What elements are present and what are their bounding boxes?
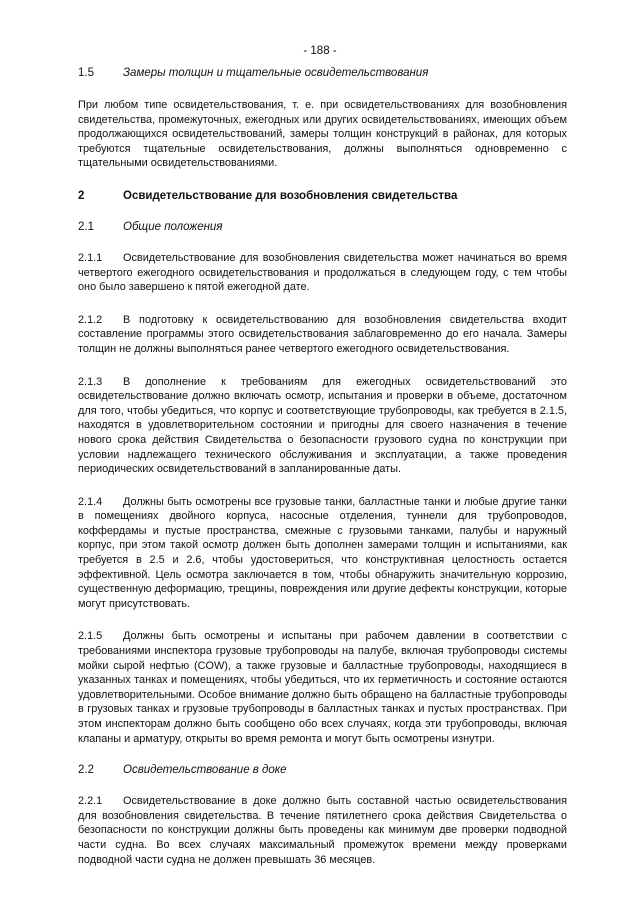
section-heading-2-2	[78, 763, 567, 777]
paragraph-2-1-4	[78, 495, 567, 612]
paragraph-number: 2.1.2	[78, 313, 103, 326]
paragraph-2-1-3	[78, 375, 567, 477]
paragraph-text: Освидетельствование для возобновления свидетельства может начинаться во время четвертого ежегодного освидетельствования и продолжаться в следующем году, с тем чтобы оно было завершено к пятой ежегодной дате.	[78, 251, 567, 294]
heading-title: Замеры толщин и тщательные освидетельствования	[123, 67, 429, 79]
paragraph-2-2-1	[78, 794, 567, 867]
section-heading-2-1	[78, 220, 567, 234]
paragraph-number: 2.1.3	[78, 375, 103, 388]
paragraph-1-5: При любом типе освидетельствования, т. е. при освидетельствованиях для возобновления свидетельства, промежуточных, ежегодных или других освидетельствованиях, имеющих объем продолжающихся освидетельствований, замеры толщин конструкций в районах, для которых требуются тщательные освидетельствования, должны выполняться одновременно с тщательными освидетельствованиями.	[78, 99, 567, 170]
section-heading-1-5	[78, 66, 567, 80]
paragraph-text: В дополнение к требованиям для ежегодных освидетельствований это освидетельствование должно включать осмотр, испытания и проверки в объеме, достаточном для того, чтобы убедиться, что корпус и соответствующие трубопроводы, как требуется в 2.1.5, находятся в удовлетворительном состоянии и пригодны для своего назначения в течение нового срока действия Свидетельства о безопасности грузового судна по конструкции при условии надлежащего технического обслуживания и эксплуатации, а также проведения периодических освидетельствований в запланированные даты.	[78, 375, 567, 476]
paragraph-2-1-2	[78, 313, 567, 357]
paragraph-2-1-5	[78, 629, 567, 746]
paragraph-text: Освидетельствование в доке должно быть составной частью освидетельствования для возобновления свидетельства. В течение пятилетнего срока действия Свидетельства о безопасности по конструкции должны быть проведены как минимум две проверки подводной части судна. Во всех случаях максимальный промежуток времени между проверками подводной части судна не должен превышать 36 месяцев.	[78, 795, 567, 866]
paragraph-2-1-1	[78, 251, 567, 295]
heading-title: Общие положения	[123, 220, 223, 233]
paragraph-number: 2.1.1	[78, 251, 103, 264]
paragraph-text: Должны быть осмотрены и испытаны при рабочем давлении в соответствии с требованиями инспектора грузовые трубопроводы на палубе, включая трубопроводы системы мойки сырой нефтью (COW), а также грузовые и балластные трубопроводы, находящиеся в указанных танках и помещениях, чтобы убедиться, что их герметичность и состояние остаются удовлетворительными. Особое внимание должно быть обращено на балластные трубопроводы в грузовых танках и грузовые трубопроводы в балластных танках и пустых пространствах. При этом инспекторам должно быть сообщено обо всех случаях, когда эти трубопроводы, включая клапаны и арматуру, открыты во время ремонта и могут быть осмотрены изнутри.	[78, 630, 567, 745]
page-content	[78, 66, 567, 867]
paragraph-text: Должны быть осмотрены все грузовые танки, балластные танки и любые другие танки в помещениях двойного корпуса, насосные отделения, туннели для трубопроводов, коффердамы и пустые пространства, смежные с грузовыми танками, палубы и наружный корпус, при этом такой осмотр должен быть дополнен замерами толщин и испытаниями, как требуется в 2.5 и 2.6, чтобы удостовериться, что конструктивная целостность остается эффективной. Цель осмотра заключается в том, чтобы обнаружить значительную коррозию, существенную деформацию, трещины, повреждения или другие дефекты конструкции, которые могут присутствовать.	[78, 495, 567, 610]
section-heading-2	[78, 189, 567, 203]
page-number: - 188 -	[303, 45, 337, 57]
paragraph-number: 2.1.5	[78, 630, 103, 643]
heading-number: 2.2	[78, 764, 94, 777]
heading-number: 1.5	[78, 67, 94, 79]
heading-title: Освидетельствование для возобновления свидетельства	[123, 189, 458, 202]
paragraph-number: 2.2.1	[78, 795, 103, 808]
heading-number: 2.1	[78, 220, 94, 233]
heading-title: Освидетельствование в доке	[123, 764, 287, 777]
paragraph-text: В подготовку к освидетельствованию для возобновления свидетельства входит составление программы этого освидетельствования заблаговременно до его начала. Замеры толщин не должны выполняться ранее четвертого ежегодного освидетельствования.	[78, 313, 567, 355]
paragraph-number: 2.1.4	[78, 495, 103, 508]
heading-number: 2	[78, 189, 85, 202]
